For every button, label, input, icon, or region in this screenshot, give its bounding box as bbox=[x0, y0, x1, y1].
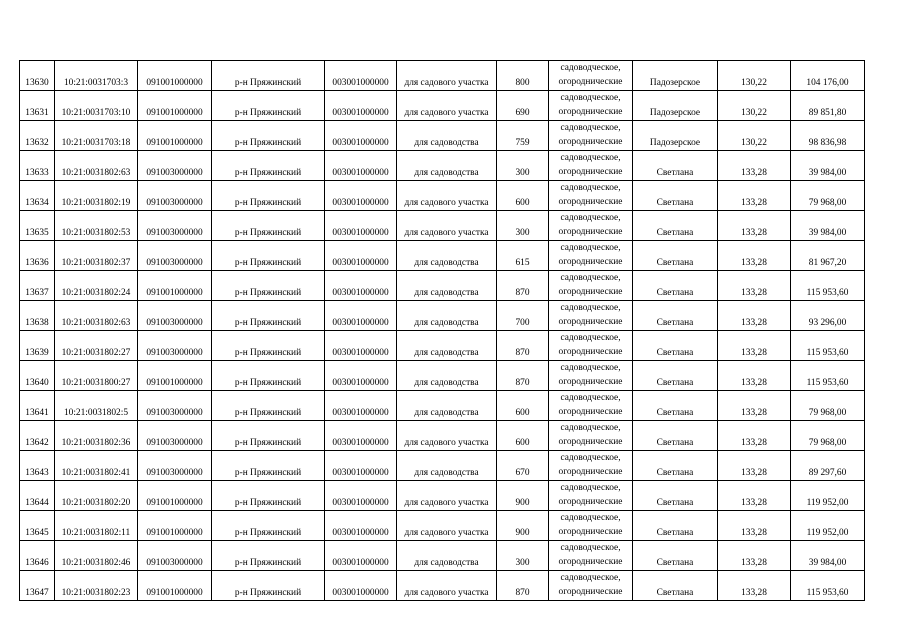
cadastral-value-cell: 115 953,60 bbox=[791, 271, 865, 301]
cadastral-number-cell: 10:21:0031802:53 bbox=[55, 211, 138, 241]
purpose-cell bbox=[549, 571, 633, 601]
purpose-line-2: огороднические bbox=[558, 167, 623, 177]
row-number-cell: 13640 bbox=[20, 361, 55, 391]
purpose-line-1: садоводческое, bbox=[560, 453, 621, 463]
district-cell: р-н Пряжинский bbox=[212, 121, 325, 151]
okato-code-cell: 091001000000 bbox=[138, 121, 212, 151]
settlement-cell: Светлана bbox=[633, 571, 718, 601]
district-cell: р-н Пряжинский bbox=[212, 361, 325, 391]
purpose-line-2: огороднические bbox=[558, 257, 623, 267]
purpose-line-2: огороднические bbox=[558, 77, 623, 87]
purpose-cell bbox=[549, 541, 633, 571]
purpose-line-2: огороднические bbox=[558, 527, 623, 537]
specific-value-cell: 133,28 bbox=[718, 271, 791, 301]
okato-code-cell: 091001000000 bbox=[138, 361, 212, 391]
category-code-cell: 003001000000 bbox=[325, 91, 397, 121]
purpose-line-2: огороднические bbox=[558, 377, 623, 387]
permitted-use-cell: для садоводства bbox=[397, 541, 497, 571]
cadastral-number-cell: 10:21:0031802:24 bbox=[55, 271, 138, 301]
okato-code-cell: 091003000000 bbox=[138, 211, 212, 241]
cadastral-number-cell: 10:21:0031802:36 bbox=[55, 421, 138, 451]
permitted-use-cell: для садоводства bbox=[397, 331, 497, 361]
cadastral-number-cell: 10:21:0031802:5 bbox=[55, 391, 138, 421]
cadastral-number-cell: 10:21:0031802:37 bbox=[55, 241, 138, 271]
row-number-cell: 13646 bbox=[20, 541, 55, 571]
cadastral-number-cell: 10:21:0031703:3 bbox=[55, 61, 138, 91]
okato-code-cell: 091003000000 bbox=[138, 181, 212, 211]
purpose-line-1: садоводческое, bbox=[560, 483, 621, 493]
permitted-use-cell: для садоводства bbox=[397, 271, 497, 301]
area-cell: 870 bbox=[497, 271, 549, 301]
cadastral-value-cell: 79 968,00 bbox=[791, 421, 865, 451]
permitted-use-cell: для садового участка bbox=[397, 181, 497, 211]
table-row bbox=[20, 451, 865, 481]
purpose-cell bbox=[549, 331, 633, 361]
row-number-cell: 13643 bbox=[20, 451, 55, 481]
okato-code-cell: 091003000000 bbox=[138, 421, 212, 451]
purpose-line-2: огороднические bbox=[558, 467, 623, 477]
purpose-line-2: огороднические bbox=[558, 437, 623, 447]
district-cell: р-н Пряжинский bbox=[212, 571, 325, 601]
cadastral-number-cell: 10:21:0031802:27 bbox=[55, 331, 138, 361]
area-cell: 759 bbox=[497, 121, 549, 151]
settlement-cell: Светлана bbox=[633, 241, 718, 271]
okato-code-cell: 091001000000 bbox=[138, 91, 212, 121]
district-cell: р-н Пряжинский bbox=[212, 241, 325, 271]
cadastral-value-cell: 115 953,60 bbox=[791, 331, 865, 361]
area-cell: 600 bbox=[497, 181, 549, 211]
row-number-cell: 13639 bbox=[20, 331, 55, 361]
table-row bbox=[20, 61, 865, 91]
specific-value-cell: 133,28 bbox=[718, 481, 791, 511]
category-code-cell: 003001000000 bbox=[325, 301, 397, 331]
settlement-cell: Светлана bbox=[633, 391, 718, 421]
cadastral-value-cell: 98 836,98 bbox=[791, 121, 865, 151]
area-cell: 870 bbox=[497, 361, 549, 391]
cadastral-number-cell: 10:21:0031802:23 bbox=[55, 571, 138, 601]
district-cell: р-н Пряжинский bbox=[212, 541, 325, 571]
permitted-use-cell: для садоводства bbox=[397, 151, 497, 181]
area-cell: 900 bbox=[497, 511, 549, 541]
table-body bbox=[20, 61, 865, 601]
purpose-cell bbox=[549, 511, 633, 541]
purpose-cell bbox=[549, 301, 633, 331]
purpose-cell bbox=[549, 61, 633, 91]
district-cell: р-н Пряжинский bbox=[212, 211, 325, 241]
cadastral-value-cell: 79 968,00 bbox=[791, 181, 865, 211]
specific-value-cell: 133,28 bbox=[718, 571, 791, 601]
area-cell: 300 bbox=[497, 211, 549, 241]
table-row bbox=[20, 361, 865, 391]
okato-code-cell: 091003000000 bbox=[138, 391, 212, 421]
permitted-use-cell: для садоводства bbox=[397, 361, 497, 391]
purpose-line-2: огороднические bbox=[558, 557, 623, 567]
purpose-cell bbox=[549, 421, 633, 451]
specific-value-cell: 133,28 bbox=[718, 301, 791, 331]
row-number-cell: 13634 bbox=[20, 181, 55, 211]
purpose-line-1: садоводческое, bbox=[560, 273, 621, 283]
cadastral-value-cell: 39 984,00 bbox=[791, 541, 865, 571]
settlement-cell: Светлана bbox=[633, 301, 718, 331]
settlement-cell: Светлана bbox=[633, 181, 718, 211]
cadastral-number-cell: 10:21:0031802:41 bbox=[55, 451, 138, 481]
settlement-cell: Падозерское bbox=[633, 61, 718, 91]
purpose-line-1: садоводческое, bbox=[560, 543, 621, 553]
cadastral-number-cell: 10:21:0031703:18 bbox=[55, 121, 138, 151]
okato-code-cell: 091001000000 bbox=[138, 481, 212, 511]
purpose-cell bbox=[549, 181, 633, 211]
okato-code-cell: 091003000000 bbox=[138, 241, 212, 271]
cadastral-number-cell: 10:21:0031802:46 bbox=[55, 541, 138, 571]
purpose-line-2: огороднические bbox=[558, 347, 623, 357]
specific-value-cell: 133,28 bbox=[718, 211, 791, 241]
purpose-line-1: садоводческое, bbox=[560, 333, 621, 343]
purpose-line-1: садоводческое, bbox=[560, 423, 621, 433]
area-cell: 690 bbox=[497, 91, 549, 121]
category-code-cell: 003001000000 bbox=[325, 211, 397, 241]
purpose-line-1: садоводческое, bbox=[560, 123, 621, 133]
okato-code-cell: 091001000000 bbox=[138, 271, 212, 301]
specific-value-cell: 133,28 bbox=[718, 241, 791, 271]
okato-code-cell: 091001000000 bbox=[138, 511, 212, 541]
area-cell: 600 bbox=[497, 391, 549, 421]
table-row bbox=[20, 121, 865, 151]
category-code-cell: 003001000000 bbox=[325, 271, 397, 301]
specific-value-cell: 130,22 bbox=[718, 91, 791, 121]
okato-code-cell: 091001000000 bbox=[138, 61, 212, 91]
purpose-cell bbox=[549, 391, 633, 421]
purpose-line-1: садоводческое, bbox=[560, 363, 621, 373]
purpose-cell bbox=[549, 211, 633, 241]
okato-code-cell: 091003000000 bbox=[138, 541, 212, 571]
settlement-cell: Падозерское bbox=[633, 91, 718, 121]
specific-value-cell: 133,28 bbox=[718, 541, 791, 571]
settlement-cell: Светлана bbox=[633, 421, 718, 451]
area-cell: 900 bbox=[497, 481, 549, 511]
cadastral-value-cell: 79 968,00 bbox=[791, 391, 865, 421]
category-code-cell: 003001000000 bbox=[325, 181, 397, 211]
district-cell: р-н Пряжинский bbox=[212, 91, 325, 121]
area-cell: 870 bbox=[497, 331, 549, 361]
settlement-cell: Светлана bbox=[633, 481, 718, 511]
permitted-use-cell: для садоводства bbox=[397, 241, 497, 271]
row-number-cell: 13645 bbox=[20, 511, 55, 541]
area-cell: 700 bbox=[497, 301, 549, 331]
specific-value-cell: 133,28 bbox=[718, 421, 791, 451]
district-cell: р-н Пряжинский bbox=[212, 61, 325, 91]
cadastral-value-cell: 115 953,60 bbox=[791, 361, 865, 391]
purpose-cell bbox=[549, 481, 633, 511]
table-row bbox=[20, 181, 865, 211]
settlement-cell: Падозерское bbox=[633, 121, 718, 151]
area-cell: 615 bbox=[497, 241, 549, 271]
table-row bbox=[20, 571, 865, 601]
row-number-cell: 13644 bbox=[20, 481, 55, 511]
purpose-line-1: садоводческое, bbox=[560, 393, 621, 403]
okato-code-cell: 091001000000 bbox=[138, 571, 212, 601]
settlement-cell: Светлана bbox=[633, 541, 718, 571]
table-row bbox=[20, 511, 865, 541]
purpose-line-1: садоводческое, bbox=[560, 153, 621, 163]
district-cell: р-н Пряжинский bbox=[212, 331, 325, 361]
cadastral-number-cell: 10:21:0031802:63 bbox=[55, 301, 138, 331]
row-number-cell: 13636 bbox=[20, 241, 55, 271]
table-row bbox=[20, 241, 865, 271]
purpose-line-2: огороднические bbox=[558, 317, 623, 327]
specific-value-cell: 133,28 bbox=[718, 451, 791, 481]
purpose-cell bbox=[549, 271, 633, 301]
area-cell: 670 bbox=[497, 451, 549, 481]
cadastral-value-cell: 81 967,20 bbox=[791, 241, 865, 271]
district-cell: р-н Пряжинский bbox=[212, 271, 325, 301]
category-code-cell: 003001000000 bbox=[325, 481, 397, 511]
purpose-line-1: садоводческое, bbox=[560, 183, 621, 193]
settlement-cell: Светлана bbox=[633, 271, 718, 301]
purpose-line-2: огороднические bbox=[558, 587, 623, 597]
settlement-cell: Светлана bbox=[633, 151, 718, 181]
table-row bbox=[20, 91, 865, 121]
permitted-use-cell: для садового участка bbox=[397, 511, 497, 541]
category-code-cell: 003001000000 bbox=[325, 541, 397, 571]
category-code-cell: 003001000000 bbox=[325, 61, 397, 91]
specific-value-cell: 133,28 bbox=[718, 361, 791, 391]
permitted-use-cell: для садового участка bbox=[397, 571, 497, 601]
category-code-cell: 003001000000 bbox=[325, 361, 397, 391]
row-number-cell: 13637 bbox=[20, 271, 55, 301]
permitted-use-cell: для садового участка bbox=[397, 91, 497, 121]
purpose-cell bbox=[549, 91, 633, 121]
table-row bbox=[20, 301, 865, 331]
purpose-line-2: огороднические bbox=[558, 137, 623, 147]
cadastral-value-cell: 39 984,00 bbox=[791, 211, 865, 241]
row-number-cell: 13635 bbox=[20, 211, 55, 241]
cadastral-value-cell: 93 296,00 bbox=[791, 301, 865, 331]
table-row bbox=[20, 211, 865, 241]
row-number-cell: 13647 bbox=[20, 571, 55, 601]
row-number-cell: 13641 bbox=[20, 391, 55, 421]
district-cell: р-н Пряжинский bbox=[212, 511, 325, 541]
row-number-cell: 13642 bbox=[20, 421, 55, 451]
cadastral-number-cell: 10:21:0031802:19 bbox=[55, 181, 138, 211]
category-code-cell: 003001000000 bbox=[325, 511, 397, 541]
purpose-line-2: огороднические bbox=[558, 227, 623, 237]
category-code-cell: 003001000000 bbox=[325, 241, 397, 271]
settlement-cell: Светлана bbox=[633, 331, 718, 361]
cadastral-value-cell: 39 984,00 bbox=[791, 151, 865, 181]
permitted-use-cell: для садового участка bbox=[397, 211, 497, 241]
row-number-cell: 13630 bbox=[20, 61, 55, 91]
table-row bbox=[20, 331, 865, 361]
table-row bbox=[20, 271, 865, 301]
purpose-line-1: садоводческое, bbox=[560, 243, 621, 253]
district-cell: р-н Пряжинский bbox=[212, 451, 325, 481]
land-plots-table bbox=[19, 60, 865, 601]
purpose-line-2: огороднические bbox=[558, 407, 623, 417]
specific-value-cell: 133,28 bbox=[718, 511, 791, 541]
district-cell: р-н Пряжинский bbox=[212, 421, 325, 451]
cadastral-value-cell: 115 953,60 bbox=[791, 571, 865, 601]
category-code-cell: 003001000000 bbox=[325, 421, 397, 451]
district-cell: р-н Пряжинский bbox=[212, 481, 325, 511]
settlement-cell: Светлана bbox=[633, 451, 718, 481]
cadastral-number-cell: 10:21:0031800:27 bbox=[55, 361, 138, 391]
purpose-line-1: садоводческое, bbox=[560, 93, 621, 103]
table-row bbox=[20, 151, 865, 181]
purpose-line-2: огороднические bbox=[558, 287, 623, 297]
purpose-line-1: садоводческое, bbox=[560, 63, 621, 73]
row-number-cell: 13631 bbox=[20, 91, 55, 121]
district-cell: р-н Пряжинский bbox=[212, 391, 325, 421]
permitted-use-cell: для садоводства bbox=[397, 451, 497, 481]
category-code-cell: 003001000000 bbox=[325, 151, 397, 181]
purpose-line-2: огороднические bbox=[558, 197, 623, 207]
permitted-use-cell: для садового участка bbox=[397, 481, 497, 511]
area-cell: 600 bbox=[497, 421, 549, 451]
cadastral-value-cell: 119 952,00 bbox=[791, 481, 865, 511]
table-row bbox=[20, 541, 865, 571]
permitted-use-cell: для садового участка bbox=[397, 61, 497, 91]
category-code-cell: 003001000000 bbox=[325, 571, 397, 601]
table-row bbox=[20, 391, 865, 421]
specific-value-cell: 130,22 bbox=[718, 121, 791, 151]
purpose-cell bbox=[549, 241, 633, 271]
specific-value-cell: 133,28 bbox=[718, 331, 791, 361]
area-cell: 800 bbox=[497, 61, 549, 91]
purpose-line-1: садоводческое, bbox=[560, 573, 621, 583]
purpose-line-1: садоводческое, bbox=[560, 303, 621, 313]
okato-code-cell: 091003000000 bbox=[138, 151, 212, 181]
specific-value-cell: 133,28 bbox=[718, 151, 791, 181]
cadastral-value-cell: 119 952,00 bbox=[791, 511, 865, 541]
purpose-line-2: огороднические bbox=[558, 497, 623, 507]
purpose-line-1: садоводческое, bbox=[560, 513, 621, 523]
area-cell: 300 bbox=[497, 541, 549, 571]
specific-value-cell: 133,28 bbox=[718, 391, 791, 421]
permitted-use-cell: для садоводства bbox=[397, 301, 497, 331]
specific-value-cell: 133,28 bbox=[718, 181, 791, 211]
district-cell: р-н Пряжинский bbox=[212, 301, 325, 331]
settlement-cell: Светлана bbox=[633, 511, 718, 541]
purpose-line-2: огороднические bbox=[558, 107, 623, 117]
cadastral-value-cell: 89 297,60 bbox=[791, 451, 865, 481]
okato-code-cell: 091003000000 bbox=[138, 301, 212, 331]
okato-code-cell: 091003000000 bbox=[138, 331, 212, 361]
okato-code-cell: 091003000000 bbox=[138, 451, 212, 481]
category-code-cell: 003001000000 bbox=[325, 121, 397, 151]
purpose-cell bbox=[549, 121, 633, 151]
purpose-cell bbox=[549, 151, 633, 181]
cadastral-number-cell: 10:21:0031703:10 bbox=[55, 91, 138, 121]
purpose-cell bbox=[549, 361, 633, 391]
permitted-use-cell: для садоводства bbox=[397, 121, 497, 151]
permitted-use-cell: для садоводства bbox=[397, 391, 497, 421]
category-code-cell: 003001000000 bbox=[325, 391, 397, 421]
cadastral-value-cell: 104 176,00 bbox=[791, 61, 865, 91]
category-code-cell: 003001000000 bbox=[325, 331, 397, 361]
purpose-line-1: садоводческое, bbox=[560, 213, 621, 223]
table-row bbox=[20, 481, 865, 511]
cadastral-value-cell: 89 851,80 bbox=[791, 91, 865, 121]
area-cell: 300 bbox=[497, 151, 549, 181]
cadastral-number-cell: 10:21:0031802:63 bbox=[55, 151, 138, 181]
purpose-cell bbox=[549, 451, 633, 481]
area-cell: 870 bbox=[497, 571, 549, 601]
table-row bbox=[20, 421, 865, 451]
specific-value-cell: 130,22 bbox=[718, 61, 791, 91]
district-cell: р-н Пряжинский bbox=[212, 151, 325, 181]
row-number-cell: 13638 bbox=[20, 301, 55, 331]
settlement-cell: Светлана bbox=[633, 211, 718, 241]
category-code-cell: 003001000000 bbox=[325, 451, 397, 481]
district-cell: р-н Пряжинский bbox=[212, 181, 325, 211]
row-number-cell: 13632 bbox=[20, 121, 55, 151]
row-number-cell: 13633 bbox=[20, 151, 55, 181]
cadastral-number-cell: 10:21:0031802:20 bbox=[55, 481, 138, 511]
permitted-use-cell: для садового участка bbox=[397, 421, 497, 451]
cadastral-number-cell: 10:21:0031802:11 bbox=[55, 511, 138, 541]
settlement-cell: Светлана bbox=[633, 361, 718, 391]
